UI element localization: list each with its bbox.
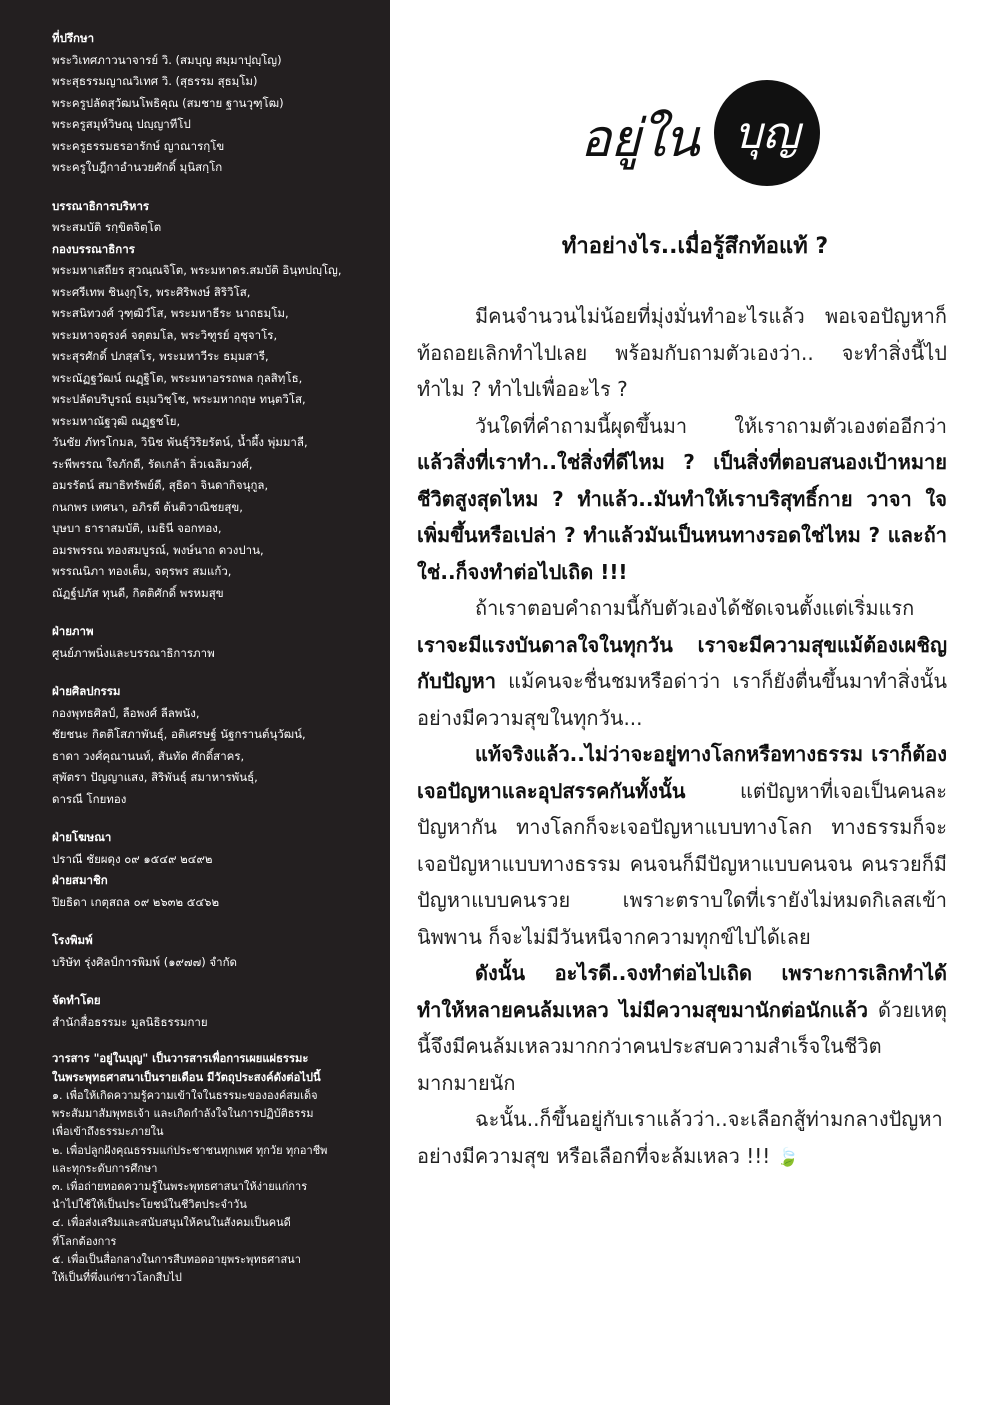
photo-section: [52, 621, 390, 664]
editorial-section: [52, 239, 390, 605]
credit-line: ปราณี ชัยผดุง ๐๙ ๑๕๔๙ ๒๔๙๒: [52, 851, 213, 866]
section-heading: ที่ปรึกษา: [52, 31, 95, 45]
section-heading: ฝ่ายสมาชิก: [52, 873, 108, 887]
credit-line: พระวิเทศภาวนาจารย์ วิ. (สมบุญ สมฺมาปุญฺโญ): [52, 52, 282, 67]
article-page: [390, 0, 1000, 1405]
credit-line: กนกพร เทศนา, อภิรดี ต้นติวาณิชยสุข,: [52, 499, 243, 514]
section-heading: กองบรรณาธิการ: [52, 241, 135, 256]
purpose-line: ๒. เพื่อปลูกฝังคุณธรรมแก่ประชาชนทุกเพศ ทุกวัย ทุกอาชีพ: [52, 1143, 328, 1157]
emphasis-text: ดังนั้น อะไรดี..จงทำต่อไปเถิด เพราะการเลิกทำได้ทำให้หลายคนล้มเหลว ไม่มีความสุขมานักต่อนักแล้ว: [417, 961, 947, 1022]
purpose-line: ที่โลกต้องการ: [52, 1234, 117, 1248]
purpose-heading: ในพระพุทธศาสนาเป็นรายเดือน มีวัตถุประสงค์ดังต่อไปนี้: [52, 1070, 321, 1084]
section-heading: ฝ่ายภาพ: [52, 624, 94, 638]
credit-line: ระพีพรรณ ใจภักดี, รัดเกล้า ลิ่วเฉลิมวงศ์,: [52, 456, 253, 471]
credit-line: พระมหาณัฐวุฒิ ณฏฺฐชโย,: [52, 413, 181, 428]
credit-line: สำนักสื่อธรรมะ มูลนิธิธรรมกาย: [52, 1014, 208, 1029]
emphasis-text: แท้จริงแล้ว..ไม่ว่าจะอยู่ทางโลกหรือทางธรรม เราก็ต้องเจอปัญหาและอุปสรรคกันทั้งนั้น: [417, 742, 947, 803]
credit-line: พระสุรศักดิ์ ปภสฺสโร, พระมหาวีระ ธมฺมสารี,: [52, 349, 269, 363]
purpose-line: ให้เป็นที่พึ่งแก่ชาวโลกสืบไป: [52, 1271, 182, 1285]
credit-line: ชัยชนะ กิตติโสภาพันธุ์, อติเศรษฐ์ นัฐกรานต์นุวัฒน์,: [52, 727, 306, 741]
paragraph-text: มีคนจำนวนไม่น้อยที่มุ่งมั่นทำอะไรแล้ว พอเจอปัญหาก็ท้อถอยเลิกทำไปเลย พร้อมกับถามตัวเองว่า.. จะทำสิ่งนี้ไปทำไม ? ทำไปเพื่ออะไร ?: [417, 304, 947, 401]
paragraph-text: ฉะนั้น..ก็ขึ้นอยู่กับเราแล้วว่า..จะเลือกสู้ท่ามกลางปัญหาอย่างมีความสุข หรือเลือกที่จะล้มเหลว !!!: [417, 1107, 943, 1168]
article-body: [417, 298, 947, 1176]
credit-line: ดารณี โกยทอง: [52, 791, 127, 806]
logo-circle: [714, 80, 820, 186]
credit-line: พระณัฏฐวัฒน์ ณฏฺฐิโต, พระมหาอรรถพล กุลสิทฺโธ,: [52, 370, 303, 385]
credit-line: พระครูปลัดสุวัฒนโพธิคุณ (สมชาย ฐานวุฑฺโฒ): [52, 95, 284, 110]
paragraph-text: ถ้าเราตอบคำถามนี้กับตัวเองได้ชัดเจนตั้งแต่เริ่มแรก: [475, 596, 915, 620]
purpose-line: ๓. เพื่อถ่ายทอดความรู้ในพระพุทธศาสนาให้ง่ายแก่การ: [52, 1180, 308, 1194]
credit-line: พระครูใบฎีกาอำนวยศักดิ์ มุนิสกฺโก: [52, 160, 223, 174]
advisors-section: [52, 28, 390, 179]
credit-line: กองพุทธศิลป์, ลือพงศ์ ลีลพนัง,: [52, 705, 200, 720]
credit-line: บริษัท รุ่งศิลป์การพิมพ์ (๑๙๗๗) จำกัด: [52, 954, 237, 969]
magazine-logo: [580, 78, 920, 188]
credit-line: วันชัย ภัทรโกมล, วินิช พันธุ์วิริยรัตน์, น้ำผึ้ง พุ่มมาลี,: [52, 435, 308, 449]
credit-line: พระมหาเสถียร สุวณฺณจิโต, พระมหาดร.สมบัติ อินฺทปญฺโญ,: [52, 263, 342, 277]
article-paragraph: [417, 955, 947, 1101]
credit-line: ณัฏฐ์ปภัส ทุนดี, กิตติศักดิ์ พรหมสุข: [52, 585, 224, 600]
purpose-line: ๕. เพื่อเป็นสื่อกลางในการสืบทอดอายุพระพุทธศาสนา: [52, 1252, 301, 1266]
purpose-section: [52, 1050, 390, 1287]
paragraph-text: วันใดที่คำถามนี้ผุดขึ้นมา ให้เราถามตัวเองต่ออีกว่า: [475, 413, 947, 438]
purpose-line: เพื่อเข้าถึงธรรมะภายใน: [52, 1125, 164, 1139]
credit-line: พระสุธรรมญาณวิเทศ วิ. (สุธรรม สุธมฺโม): [52, 74, 258, 88]
purpose-line: ๔. เพื่อส่งเสริมและสนับสนุนให้คนในสังคมเป็นคนดี: [52, 1216, 291, 1230]
credit-line: ปิยธิดา เกตุสถล ๐๙ ๒๖๓๒ ๕๔๖๒: [52, 894, 220, 909]
purpose-line: และทุกระดับการศึกษา: [52, 1161, 158, 1175]
article-paragraph: [417, 408, 947, 591]
credit-line: ศูนย์ภาพนิ่งและบรรณาธิการภาพ: [52, 645, 215, 660]
purpose-line: นำไปใช้ให้เป็นประโยชน์ในชีวิตประจำวัน: [52, 1198, 247, 1212]
article-paragraph: [417, 590, 947, 736]
printer-section: [52, 930, 390, 973]
executive-editor-section: [52, 196, 390, 239]
credit-line: อมรรัตน์ สมาธิทรัพย์ดี, สุธิดา จินดากิจนุกูล,: [52, 478, 269, 492]
ads-section: [52, 827, 390, 870]
logo-circle-text: บุญ: [734, 108, 800, 159]
paragraph-text: ด้วยเหตุนี้จึงมีคนล้มเหลวมากกว่าคนประสบความสำเร็จในชีวิตมากมายนัก: [417, 997, 947, 1095]
credit-line: พระปลัดบริบูรณ์ ธมฺมวิชฺโช, พระมหากฤษ ทนฺตวิโส,: [52, 392, 306, 406]
section-heading: โรงพิมพ์: [52, 933, 93, 947]
credit-line: พระมหาจตุรงค์ จตฺตมโล, พระวิฑูรย์ อุชุจาโร,: [52, 327, 278, 342]
credit-line: พระครูธรรมธรอารักษ์ ญาณารกฺโข: [52, 138, 225, 153]
credit-line: พระศรีเทพ ชินงฺกุโร, พระศิริพงษ์ สิริวิโส,: [52, 284, 251, 299]
credit-line: อมรพรรณ ทองสมบูรณ์, พงษ์นาถ ดวงปาน,: [52, 542, 264, 557]
masthead-sidebar: [0, 0, 390, 1405]
leaf-end-icon: 🍃: [776, 1146, 800, 1168]
article-paragraph: [417, 736, 947, 955]
paragraph-text: แม้คนจะชื่นชมหรือด่าว่า เราก็ยังตื่นขึ้นมาทำสิ่งนั้นอย่างมีความสุขในทุกวัน...: [417, 669, 947, 730]
article-paragraph: [417, 298, 947, 408]
emphasis-text: แล้วสิ่งที่เราทำ..ใช่สิ่งที่ดีไหม ? เป็นสิ่งที่ตอบสนองเป้าหมายชีวิตสูงสุดไหม ? ทำแล้ว..มันทำให้เราบริสุทธิ์กาย วาจา ใจ เพิ่มขึ้นหรือเปล่า ? ทำแล้วมันเป็นหนทางรอดใช่ไหม ? และถ้าใช่..ก็จงทำต่อไปเถิด !!!: [417, 450, 947, 584]
purpose-line: พระสัมมาสัมพุทธเจ้า และเกิดกำลังใจในการปฏิบัติธรรม: [52, 1107, 314, 1121]
section-heading: ฝ่ายศิลปกรรม: [52, 684, 121, 698]
credit-line: พระสมบัติ รกฺขิตจิตฺโต: [52, 220, 162, 234]
credit-line: บุษบา ธาราสมบัติ, เมธินี จอกทอง,: [52, 521, 222, 535]
section-heading: ฝ่ายโฆษณา: [52, 830, 112, 844]
members-section: [52, 870, 390, 913]
purpose-line: ๑. เพื่อให้เกิดความรู้ความเข้าใจในธรรมะขององค์สมเด็จ: [52, 1089, 318, 1102]
art-section: [52, 681, 390, 810]
section-heading: จัดทำโดย: [52, 993, 101, 1007]
article-title: ทำอย่างไร..เมื่อรู้สึกท้อแท้ ?: [561, 234, 829, 259]
producer-section: [52, 990, 390, 1033]
credit-line: สุพัตรา ปัญญาแสง, สิริพันธุ์ สมาหารพันธุ์,: [52, 770, 258, 784]
section-heading: บรรณาธิการบริหาร: [52, 198, 150, 213]
credit-line: พระสนิทวงศ์ วุฑฺฒิวํโส, พระมหาธีระ นาถธมฺโม,: [52, 306, 289, 320]
credit-line: พรรณนิภา ทองเต็ม, จตุรพร สมแก้ว,: [52, 564, 232, 578]
logo-script-text: อยู่ใน: [580, 109, 699, 169]
emphasis-text: เราจะมีแรงบันดาลใจในทุกวัน เราจะมีความสุขแม้ต้องเผชิญกับปัญหา: [417, 632, 947, 693]
credit-line: ธาดา วงศ์คุณานนท์, สันทัด ศักดิ์สาคร,: [52, 748, 245, 763]
paragraph-text: แต่ปัญหาที่เจอเป็นคนละปัญหากัน ทางโลกก็จะเจอปัญหาแบบทางโลก ทางธรรมก็จะเจอปัญหาแบบทางธรรม คนจนก็มีปัญหาแบบคนจน คนรวยก็มีปัญหาแบบคนรวย เพราะตราบใดที่เรายังไม่หมดกิเลสเข้านิพพาน ก็จะไม่มีวันหนีจากความทุกข์ไปได้เลย: [417, 778, 947, 949]
purpose-heading: วารสาร "อยู่ในบุญ" เป็นวารสารเพื่อการเผยแผ่ธรรมะ: [52, 1052, 309, 1065]
credit-line: พระครูสมุห์วิษณุ ปญฺญาทีโป: [52, 117, 191, 131]
article-paragraph: [417, 1101, 947, 1176]
